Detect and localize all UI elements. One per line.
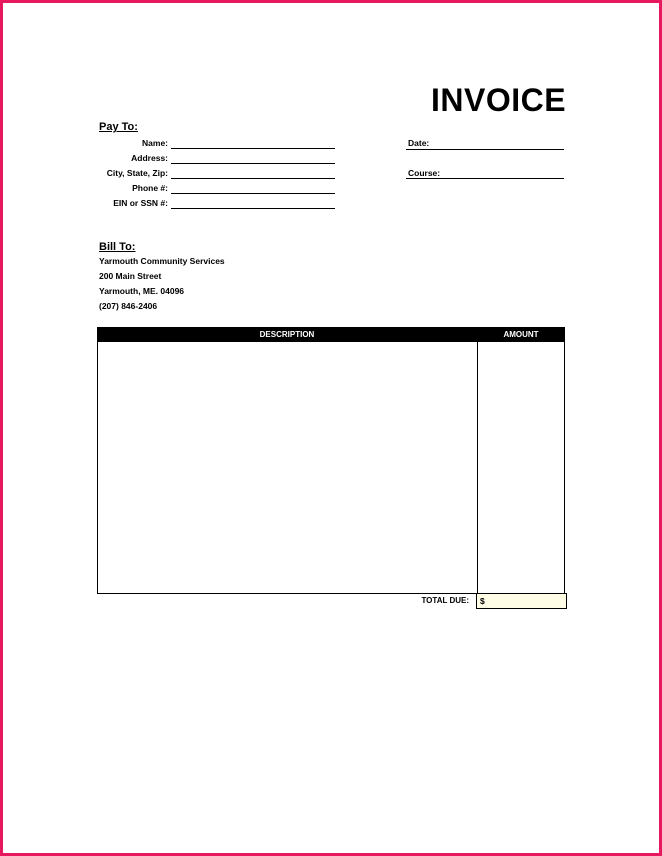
- table-header: [97, 327, 565, 342]
- amount-column-header: AMOUNT: [503, 330, 539, 339]
- date-field[interactable]: [406, 149, 564, 150]
- phone-field[interactable]: [171, 193, 335, 194]
- ein-ssn-field[interactable]: [171, 208, 335, 209]
- total-due-label: TOTAL DUE:: [421, 596, 469, 605]
- pay-to-heading: Pay To:: [99, 121, 138, 133]
- course-field[interactable]: [406, 178, 564, 179]
- address-field[interactable]: [171, 163, 335, 164]
- ein-ssn-label: EIN or SSN #:: [113, 198, 168, 208]
- column-divider: [477, 342, 478, 593]
- description-column-header: DESCRIPTION: [259, 330, 315, 339]
- phone-label: Phone #:: [132, 183, 168, 193]
- invoice-title: INVOICE: [431, 82, 567, 118]
- city-state-zip-field[interactable]: [171, 178, 335, 179]
- course-label: Course:: [408, 168, 441, 178]
- name-field[interactable]: [171, 148, 335, 149]
- bill-to-street: 200 Main Street: [99, 271, 162, 281]
- date-label: Date:: [408, 138, 430, 148]
- address-label: Address:: [131, 153, 168, 163]
- total-due-field[interactable]: $: [476, 593, 567, 609]
- line-items-table: [97, 342, 565, 594]
- name-label: Name:: [142, 138, 168, 148]
- bill-to-name: Yarmouth Community Services: [99, 256, 225, 266]
- bill-to-heading: Bill To:: [99, 241, 136, 253]
- city-state-zip-label: City, State, Zip:: [106, 168, 168, 178]
- bill-to-city: Yarmouth, ME. 04096: [99, 286, 185, 296]
- bill-to-phone: (207) 846-2406: [99, 301, 158, 311]
